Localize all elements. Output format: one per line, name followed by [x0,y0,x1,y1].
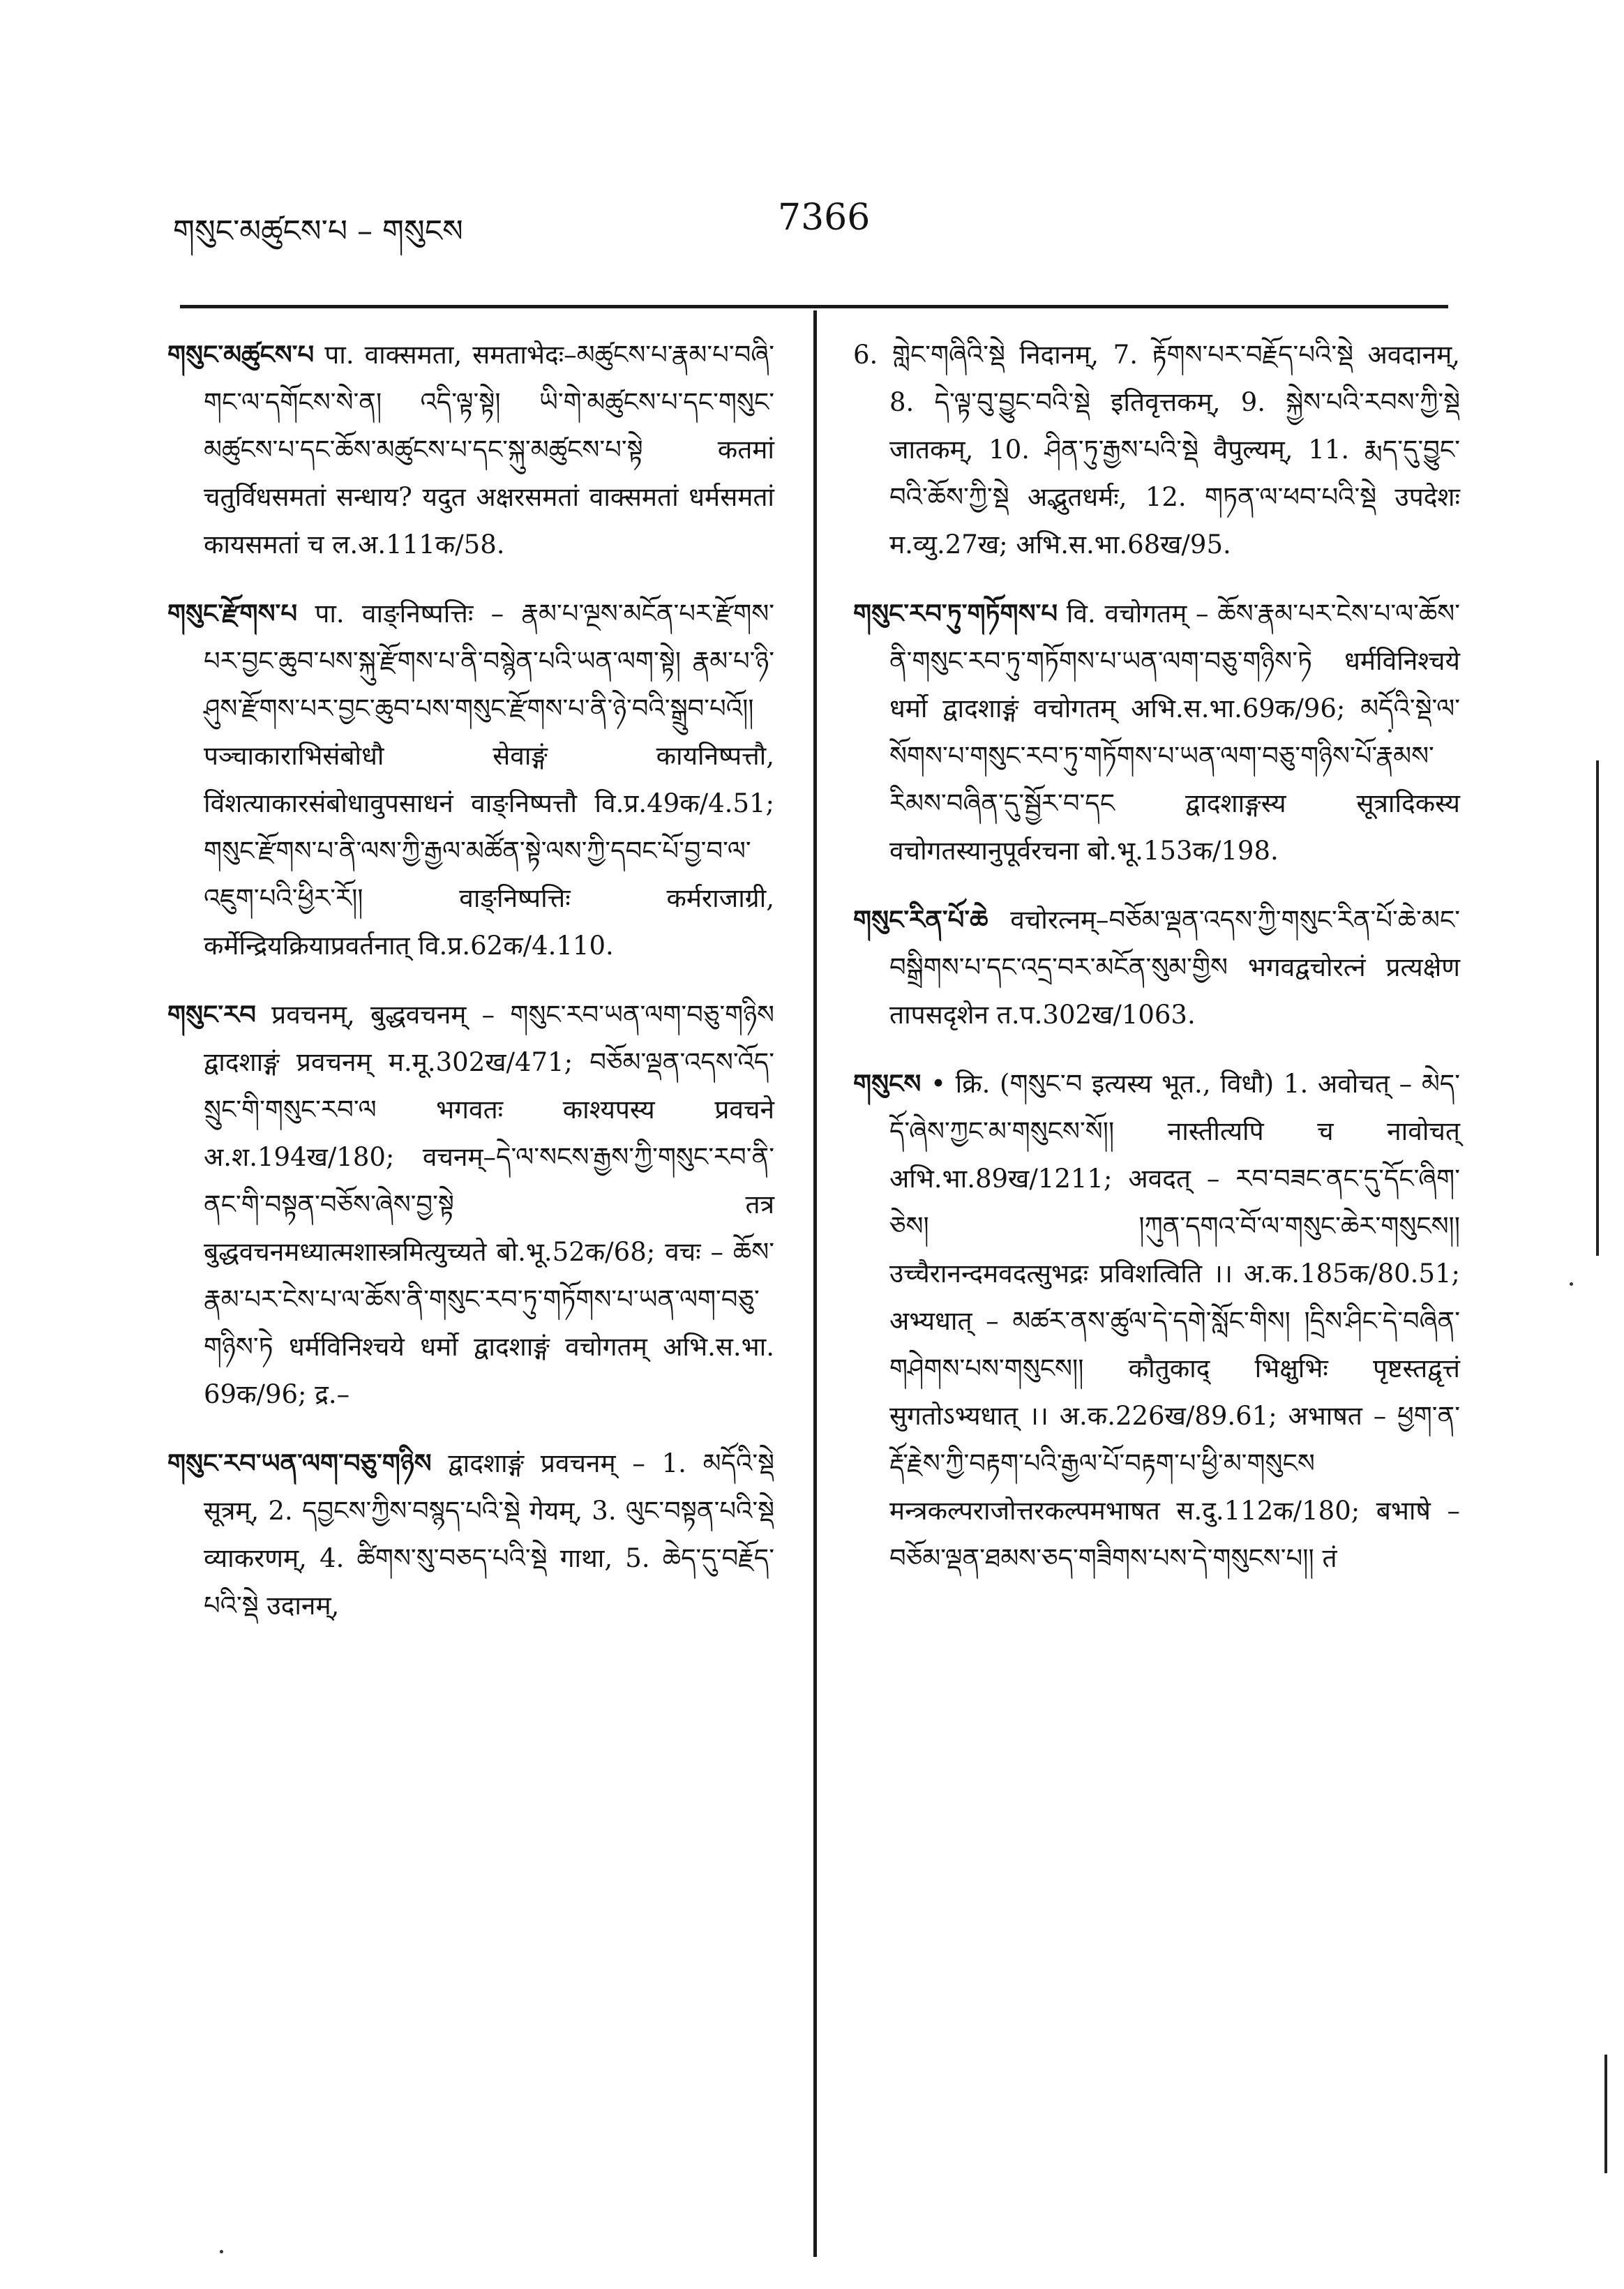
entry-text: पा. वाङ्निष्पत्तिः – རྣམ་པ་ལྔས་མངོན་པར་རྫོགས་པར་བྱང་ཆུབ་པས་སྐུ་རྫོགས་པ་ནི་བསྙེན་པའི་ཡན་ལག་སྟེ། རྣམ་པ་ཉི་ཤུས་རྫོགས་པར་བྱང་ཆུབ་པས་གསུང་རྫོགས་པ་ནི་ཉེ་བའི་སྒྲུབ་པའོ།། पञ्चाकाराभिसंबोधौ सेवाङ्गं कायनिष्पत्तौ, विंशत्याकारसंबोधावुपसाधनं वाङ्निष्पत्तौ वि.प्र.49क/4.51; གསུང་རྫོགས་པ་ནི་ལས་ཀྱི་རྒྱལ་མཚོན་སྟེ་ལས་ཀྱི་དབང་པོ་བྱ་བ་ལ་འཇུག་པའི་ཕྱིར་རོ།། वाङ्निष्पत्तिः कर्मराजाग्री, कर्मेन्द्रियक्रियाप्रवर्तनात् वि.प्र.62क/4.110. [204,599,775,961]
dictionary-entry [167,991,774,1418]
entry-headword: གསུང་རིན་པོ་ཆེ [853,904,988,935]
dictionary-entry [167,1439,774,1630]
dictionary-entry [853,590,1460,875]
scan-speck [1388,729,1392,733]
scan-speck [220,2250,223,2253]
header-rule [180,305,1448,308]
entry-headword: གསུང་རབ་ཏུ་གཏོགས་པ [853,598,1058,629]
entry-text: • क्रि. (གསུང་བ इत्यस्य भूत., विधौ) 1. अवोचत् – མེད་དོ་ཞེས་ཀྱང་མ་གསུངས་སོ།། नास्तीत्यपि च नावोचत् अभि.भा.89ख/1211; अवदत् – རབ་བཟང་ནང་དུ་དོང་ཞིག་ཅེས། །ཀུན་དགའ་བོ་ལ་གསུང་ཆེར་གསུངས།། उच्चैरानन्दमवदत्सुभद्रः प्रविशत्विति ।। अ.क.185क/80.51; अभ्यधात् – མཚར་ནས་ཚུལ་དེ་དགེ་སློང་གིས། །དྲིས་ཤིང་དེ་བཞིན་གཤེགས་པས་གསུངས།། कौतुकाद् भिक्षुभिः पृष्टस्तद्वृत्तं सुगतोऽभ्यधात् ।। अ.क.226ख/89.61; अभाषत – ཕྱག་ན་རྡོ་རྗེས་ཀྱི་བརྟག་པའི་རྒྱལ་པོ་བརྟག་པ་ཕྱི་མ་གསུངས मन्त्रकल्पराजोत्तरकल्पमभाषत स.दु.112क/180; बभाषे – བཅོམ་ལྡན་ཐམས་ཅད་གཟིགས་པས་དེ་གསུངས་པ།། तं [889,1069,1460,1573]
page-number: 7366 [778,197,871,239]
dictionary-entry-continued [853,331,1460,569]
scan-speck [1570,1282,1573,1286]
scan-edge-mark [1604,2055,1607,2173]
scan-edge-mark [1596,760,1599,1256]
entry-text: पा. वाक्समता, समताभेदः–མཚུངས་པ་རྣམ་པ་བཞི་གང་ལ་དགོངས་སེ་ན། འདི་ལྟ་སྟེ། ཡི་གེ་མཚུངས་པ་དང་གསུང་མཚུངས་པ་དང་ཆོས་མཚུངས་པ་དང་སྐུ་མཚུངས་པ་སྟེ कतमां चतुर्विधसमतां सन्धाय? यदुत अक्षरसमतां वाक्समतां धर्मसमतां कायसमतां च ल.अ.111क/58. [204,340,774,560]
entry-text: 6. གླེང་གཞིའི་སྡེ निदानम्, 7. རྟོགས་པར་བརྗོད་པའི་སྡེ अवदानम्, 8. དེ་ལྟ་བུ་བྱུང་བའི་སྡེ इतिवृत्तकम्, 9. སྐྱེས་པའི་རབས་ཀྱི་སྡེ जातकम्, 10. ཤིན་ཏུ་རྒྱས་པའི་སྡེ वैपुल्यम्, 11. རྨད་དུ་བྱུང་བའི་ཆོས་ཀྱི་སྡེ अद्भुतधर्मः, 12. གཏན་ལ་ཕབ་པའི་སྡེ उपदेशः म.व्यु.27ख; अभि.स.भा.68ख/95. [853,340,1460,560]
entry-text: द्वादशाङ्गं प्रवचनम् – 1. མདོའི་སྡེ सूत्रम्, 2. དབྱངས་ཀྱིས་བསྙད་པའི་སྡེ गेयम्, 3. ལུང་བསྟན་པའི་སྡེ व्याकरणम्, 4. ཚིགས་སུ་བཅད་པའི་སྡེ गाथा, 5. ཆེད་དུ་བརྗོད་པའི་སྡེ उदानम्, [204,1448,775,1621]
dictionary-entry [167,331,774,569]
entry-headword: གསུང་རྫོགས་པ [167,598,298,629]
dictionary-entry [853,1060,1460,1582]
dictionary-entry [167,590,774,970]
entry-text: प्रवचनम्, बुद्धवचनम् – གསུང་རབ་ཡན་ལག་བཅུ་གཉིས द्वादशाङ्गं प्रवचनम् म.मू.302ख/471; བཅོམ་ལྡན་འདས་འོད་སྲུང་གི་གསུང་རབ་ལ भगवतः काश्यपस्य प्रवचने अ.श.194ख/180; वचनम्–དེ་ལ་སངས་རྒྱས་ཀྱི་གསུང་རབ་ནི་ནང་གི་བསྟན་བཅོས་ཞེས་བྱ་སྟེ तत्र बुद्धवचनमध्यात्मशास्त्रमित्युच्यते बो.भू.52क/68; वचः – ཆོས་རྣམ་པར་ངེས་པ་ལ་ཆོས་ནི་གསུང་རབ་ཏུ་གཏོགས་པ་ཡན་ལག་བཅུ་གཉིས་ཏེ धर्मविनिश्चये धर्मो द्वादशाङ्गं वचोगतम् अभि.स.भा. 69क/96; द्र.– [204,1000,774,1409]
entry-headword: གསུངས [853,1068,922,1099]
right-column [853,331,1460,1603]
entry-headword: གསུང་རབ [167,999,256,1030]
entry-text: वि. वचोगतम् – ཆོས་རྣམ་པར་ངེས་པ་ལ་ཆོས་ནི་གསུང་རབ་ཏུ་གཏོགས་པ་ཡན་ལག་བཅུ་གཉིས་ཏེ धर्मविनिश्चये धर्मो द्वादशाङ्गं वचोगतम् अभि.स.भा.69क/96; མདོའི་སྡེ་ལ་སོགས་པ་གསུང་རབ་ཏུ་གཏོགས་པ་ཡན་ལག་བཅུ་གཉིས་པོ་རྣམས་རིམས་བཞིན་དུ་སྦྱོར་བ་དང द्वादशाङ्गस्य सूत्रादिकस्य वचोगतस्यानुपूर्वरचना बो.भू.153क/198. [889,599,1460,866]
left-column [167,331,774,1651]
column-divider [813,310,817,2257]
entry-headword: གསུང་རབ་ཡན་ལག་བཅུ་གཉིས [167,1448,432,1478]
running-head: གསུང་མཚུངས་པ – གསུངས [173,213,463,249]
entry-headword: གསུང་མཚུངས་པ [167,339,315,370]
dictionary-entry [853,896,1460,1039]
entry-text: वचोरत्नम्–བཅོམ་ལྡན་འདས་ཀྱི་གསུང་རིན་པོ་ཆེ་མང་བསྒྲིགས་པ་དང་འདྲ་བར་མངོན་སུམ་གྱིས भगवद्वचोरत्नं प्रत्यक्षेण तापसदृशेन त.प.302ख/1063. [889,905,1460,1030]
